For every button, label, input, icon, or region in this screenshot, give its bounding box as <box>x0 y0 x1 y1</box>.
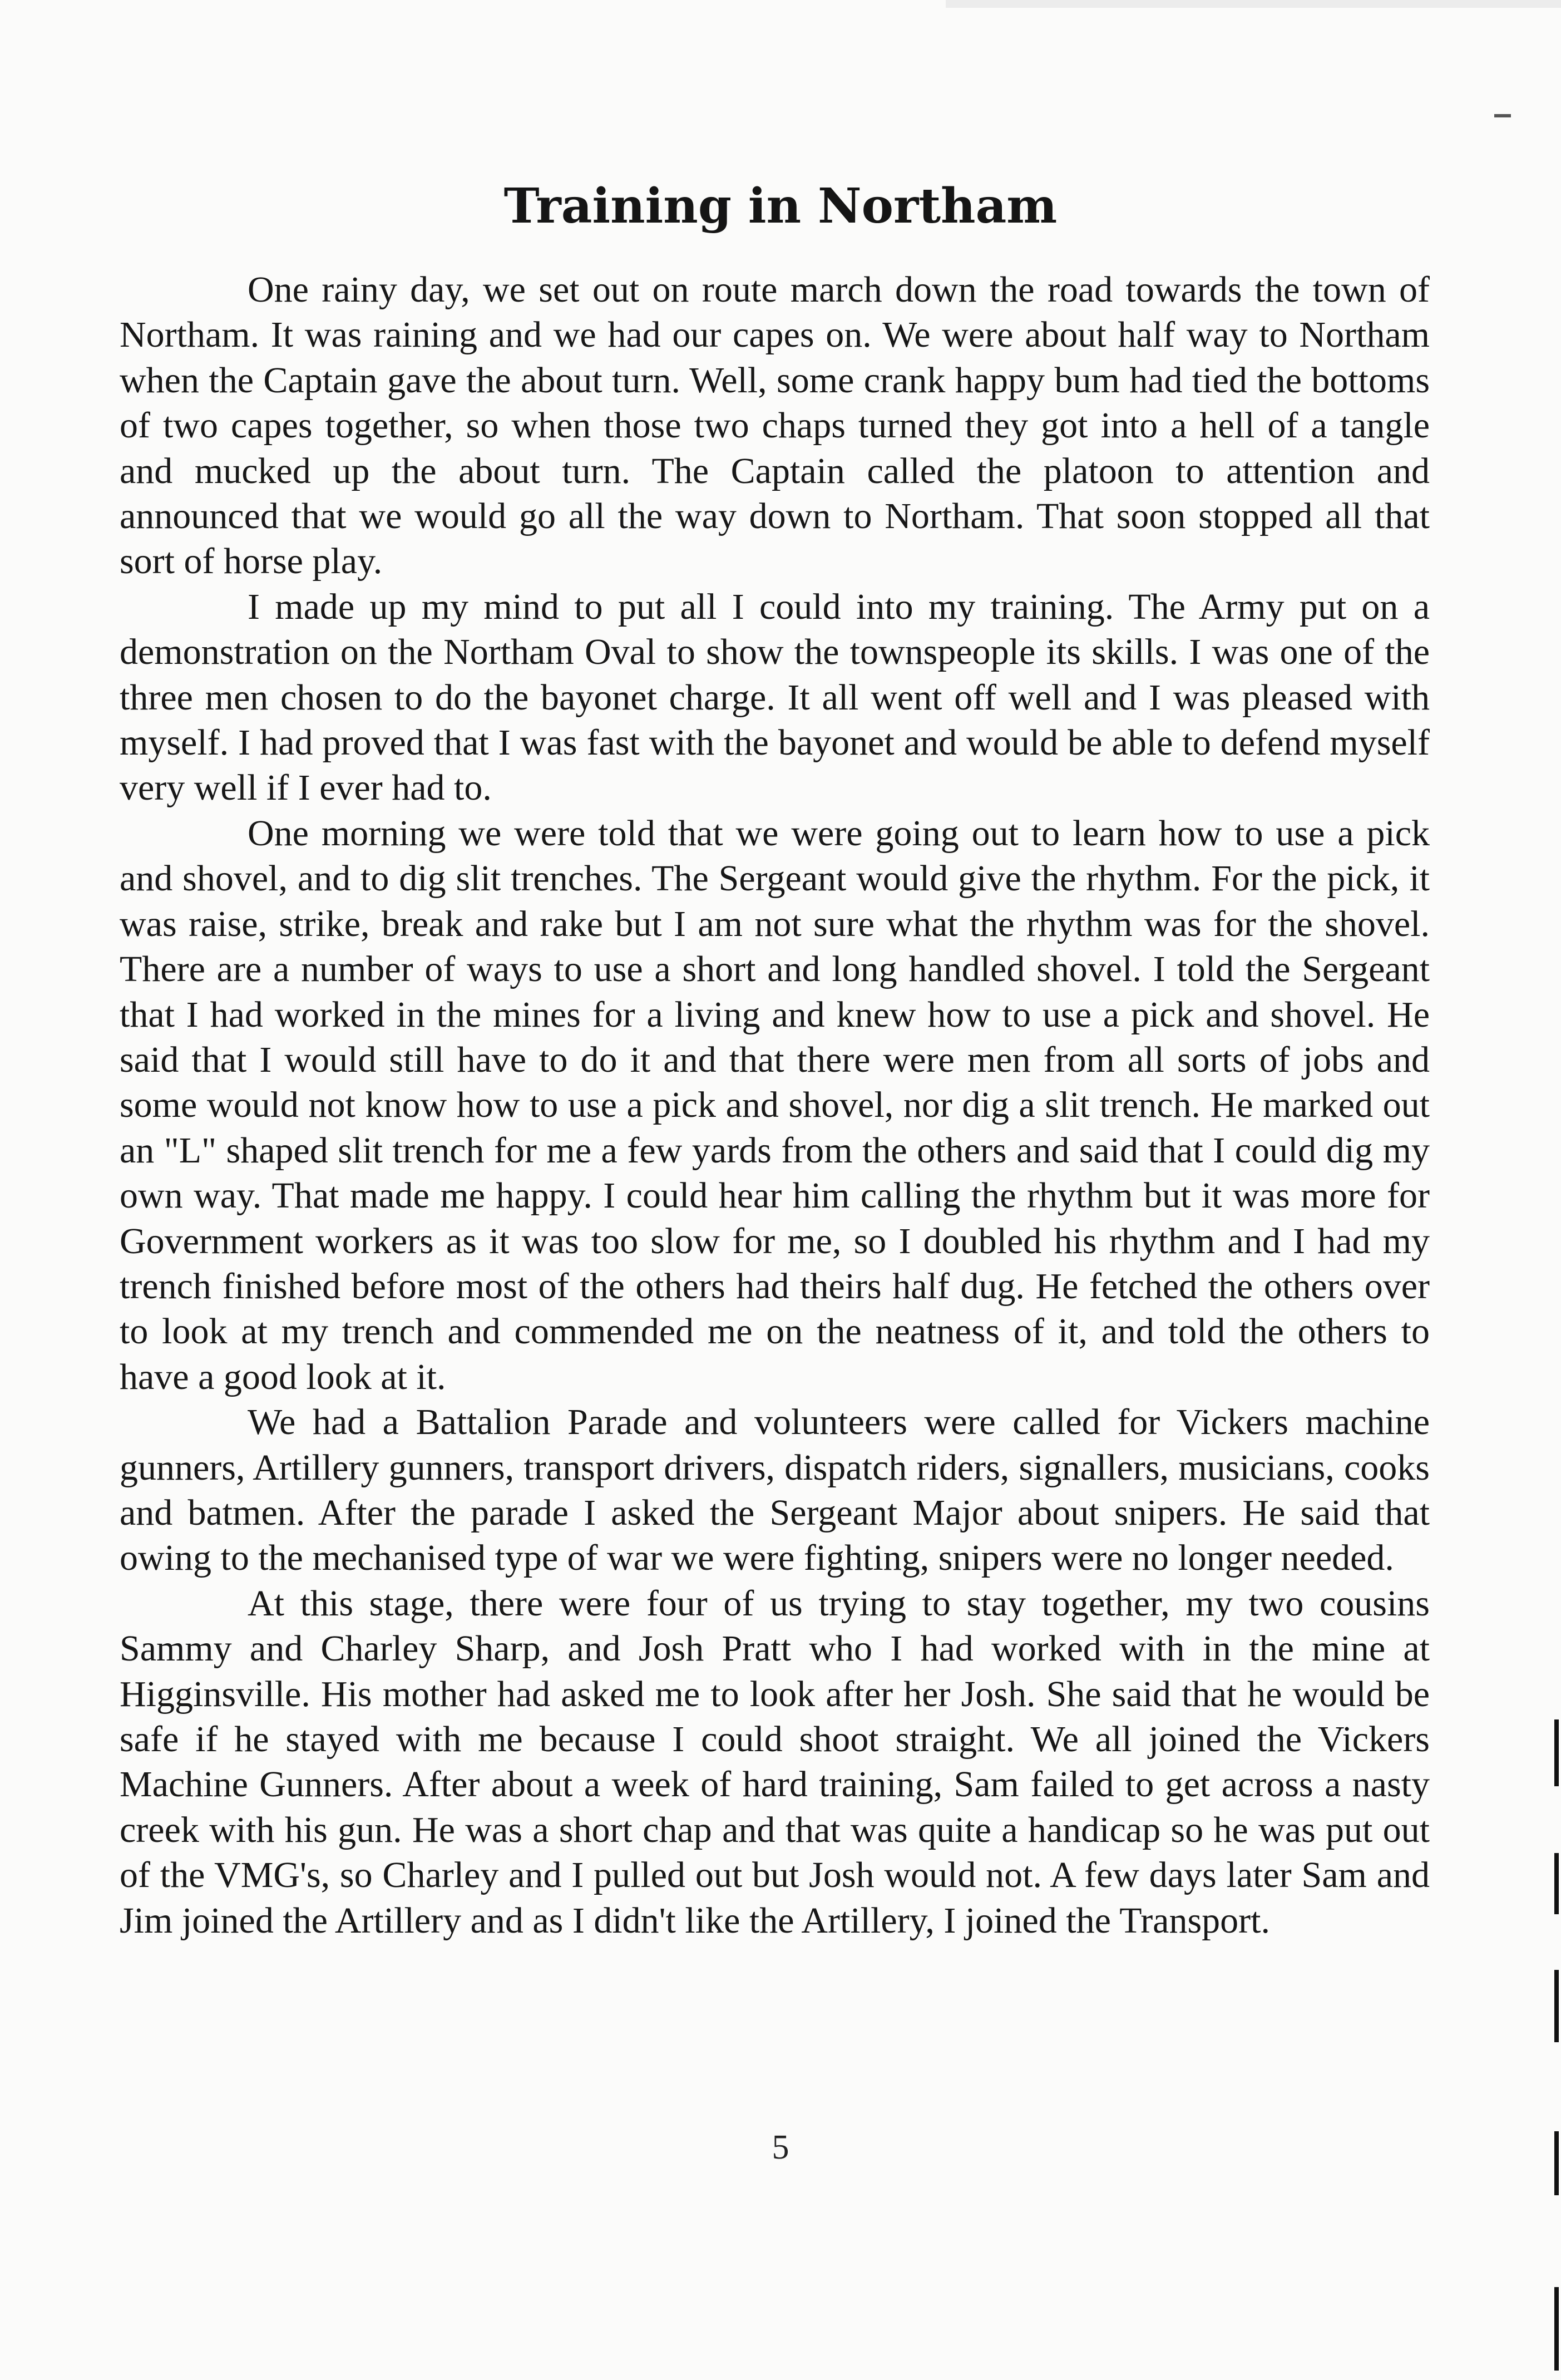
paragraph-3: One morning we were told that we were going out to learn how to use a pick and shovel, and to dig slit trenches. The Sergeant would give the rhythm. For the pick, it was raise, strike, break and rake but I am not sure what the rhythm was for the shovel. There are a number of ways to use a short and long handled shovel. I told the Sergeant that I had worked in the mines for a living and knew how to use a pick and shovel. He said that I would still have to do it and that there were men from all sorts of jobs and some would not know how to use a pick and shovel, nor dig a slit trench. He marked out an "L" shaped slit trench for me a few yards from the others and said that I could dig my own way. That made me happy. I could hear him calling the rhythm but it was more for Government workers as it was too slow for me, so I doubled his rhythm and I had my trench finished before most of the others had theirs half dug. He fetched the others over to look at my trench and commended me on the neatness of it, and told the others to have a good look at it. <box>120 812 1430 1397</box>
scan-edge-mark <box>1554 1719 1559 1786</box>
scan-edge-mark <box>1554 1970 1559 2042</box>
scan-mark <box>1494 114 1511 117</box>
page-number: 5 <box>772 2128 789 2166</box>
page-title: Training in Northam <box>503 178 1058 234</box>
paragraph-4: We had a Battalion Parade and volunteers were called for Vickers machine gunners, Artillery gunners, transport drivers, dispatch riders, signallers, musicians, cooks and batmen. After the parade I asked the Sergeant Major about snipers. He said that owing to the mechanised type of war we were fighting, snipers were no longer needed. <box>120 1402 1430 1579</box>
paragraph-2: I made up my mind to put all I could into my training. The Army put on a demonstration on the Northam Oval to show the townspeople its skills. I was one of the three men chosen to do the bayonet charge. It all went off well and I was pleased with myself. I had proved that I was fast with the bayonet and would be able to defend myself very well if I ever had to. <box>120 586 1430 809</box>
scan-edge-mark <box>1554 2131 1559 2195</box>
body-text <box>120 267 1430 1943</box>
scan-edge-mark <box>1554 1853 1559 1914</box>
scan-edge-mark <box>1554 2287 1559 2371</box>
paragraph-1: One rainy day, we set out on route march down the road towards the town of Northam. It was raining and we had our capes on. We were about half way to Northam when the Captain gave the about turn. Well, some crank happy bum had tied the bottoms of two capes together, so when those two chaps turned they got into a hell of a tangle and mucked up the about turn. The Captain called the platoon to attention and announced that we would go all the way down to Northam. That soon stopped all that sort of horse play. <box>120 269 1430 582</box>
scan-edge-shadow <box>946 0 1561 8</box>
paragraph-5: At this stage, there were four of us trying to stay together, my two cousins Sammy and Charley Sharp, and Josh Pratt who I had worked with in the mine at Higginsville. His mother had asked me to look after her Josh. She said that he would be safe if he stayed with me because I could shoot straight. We all joined the Vickers Machine Gunners. After about a week of hard training, Sam failed to get across a nasty creek with his gun. He was a short chap and that was quite a handicap so he was put out of the VMG's, so Charley and I pulled out but Josh would not. A few days later Sam and Jim joined the Artillery and as I didn't like the Artillery, I joined the Transport. <box>120 1583 1430 1941</box>
